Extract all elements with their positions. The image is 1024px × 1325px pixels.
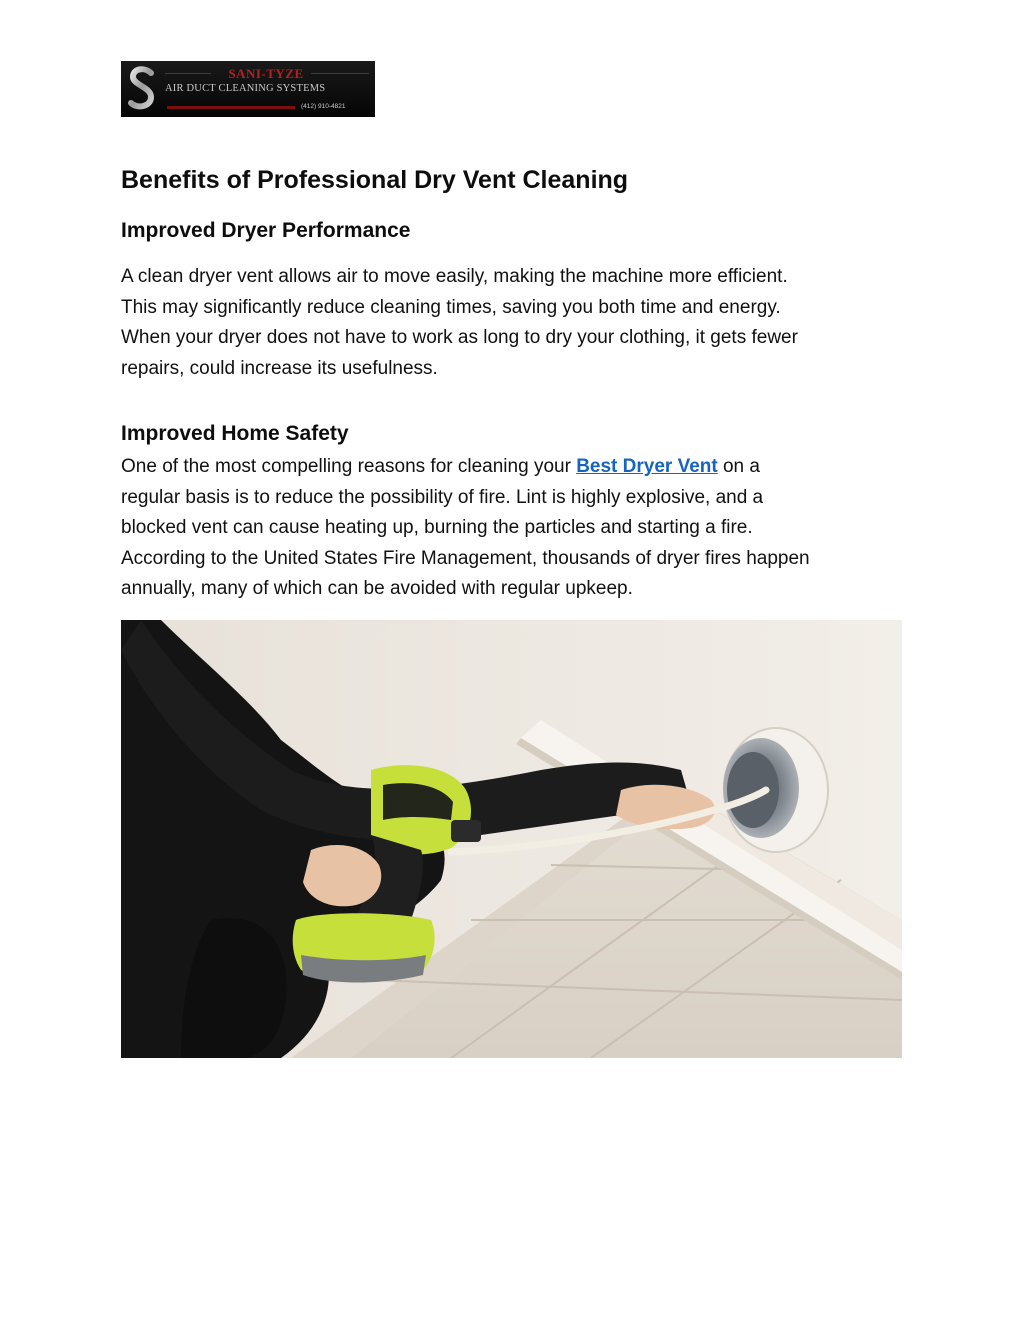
text-before-link: One of the most compelling reasons for cleaning your <box>121 456 577 477</box>
paragraph-line: A clean dryer vent allows air to move easily, making the machine more efficient. <box>121 266 788 287</box>
dryer-vent-cleaning-photo <box>121 620 902 1058</box>
best-dryer-vent-link[interactable]: Best Dryer Vent <box>576 456 718 477</box>
paragraph-line: repairs, could increase its usefulness. <box>121 357 438 379</box>
paragraph-line: According to the United States Fire Management, thousands of dryer fires happen <box>121 547 810 569</box>
paragraph-line-with-link <box>121 452 911 483</box>
logo-brand-name: SANI-TYZE <box>228 66 304 81</box>
section-heading-performance: Improved Dryer Performance <box>121 219 411 242</box>
paragraph-line: This may significantly reduce cleaning times, saving you both time and energy. <box>121 296 781 318</box>
logo-tagline: AIR DUCT CLEANING SYSTEMS <box>165 83 326 94</box>
logo-red-strip <box>167 106 295 109</box>
logo-phone: (412) 910-4821 <box>301 103 346 110</box>
paragraph-line: annually, many of which can be avoided with regular upkeep. <box>121 578 633 599</box>
paragraph-performance <box>121 262 911 384</box>
photo-illustration <box>121 620 902 1058</box>
paragraph-line: blocked vent can cause heating up, burning the particles and starting a fire. <box>121 517 753 538</box>
paragraph-line: When your dryer does not have to work as long to dry your clothing, it gets fewer <box>121 327 798 348</box>
company-logo <box>121 61 375 117</box>
text-after-link: on a <box>717 456 760 477</box>
page-title: Benefits of Professional Dry Vent Cleaning <box>121 166 629 194</box>
section-heading-safety: Improved Home Safety <box>121 422 349 445</box>
paragraph-safety <box>121 452 911 605</box>
paragraph-line: regular basis is to reduce the possibility of fire. Lint is highly explosive, and a <box>121 486 764 508</box>
